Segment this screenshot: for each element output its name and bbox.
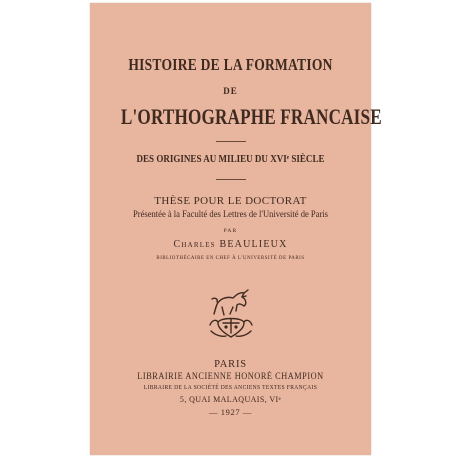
title-line-3: L'ORTHOGRAPHE FRANCAISE xyxy=(120,104,382,129)
divider-rule-bottom xyxy=(216,179,246,180)
title-line-1: HISTOIRE DE LA FORMATION xyxy=(128,55,333,74)
publication-year: — 1927 — xyxy=(208,407,253,417)
publisher-horse-emblem-icon xyxy=(206,287,256,341)
author-name: Charles BEAULIEUX xyxy=(173,239,288,250)
by-label: PAR xyxy=(223,228,238,234)
subtitle: DES ORIGINES AU MILIEU DU XVIᵉ SIÈCLE xyxy=(136,154,325,165)
publisher-role: LIBRAIRE DE LA SOCIÉTÉ DES ANCIENS TEXTES FRANÇAIS xyxy=(143,384,318,391)
divider-rule-top xyxy=(216,141,246,142)
author-role: BIBLIOTHÉCAIRE EN CHEF À L'UNIVERSITÉ DE PARIS xyxy=(156,256,305,261)
book-cover xyxy=(90,3,382,455)
publisher-address: 5, QUAI MALAQUAIS, VIᵉ xyxy=(179,395,282,404)
city: PARIS xyxy=(214,359,247,370)
title-line-2: DE xyxy=(223,86,238,96)
thesis-label: THÈSE POUR LE DOCTORAT xyxy=(154,195,307,207)
publisher-name: LIBRAIRIE ANCIENNE HONORÉ CHAMPION xyxy=(137,371,324,381)
presented-at: Présentée à la Faculté des Lettres de l'Université de Paris xyxy=(132,210,329,220)
